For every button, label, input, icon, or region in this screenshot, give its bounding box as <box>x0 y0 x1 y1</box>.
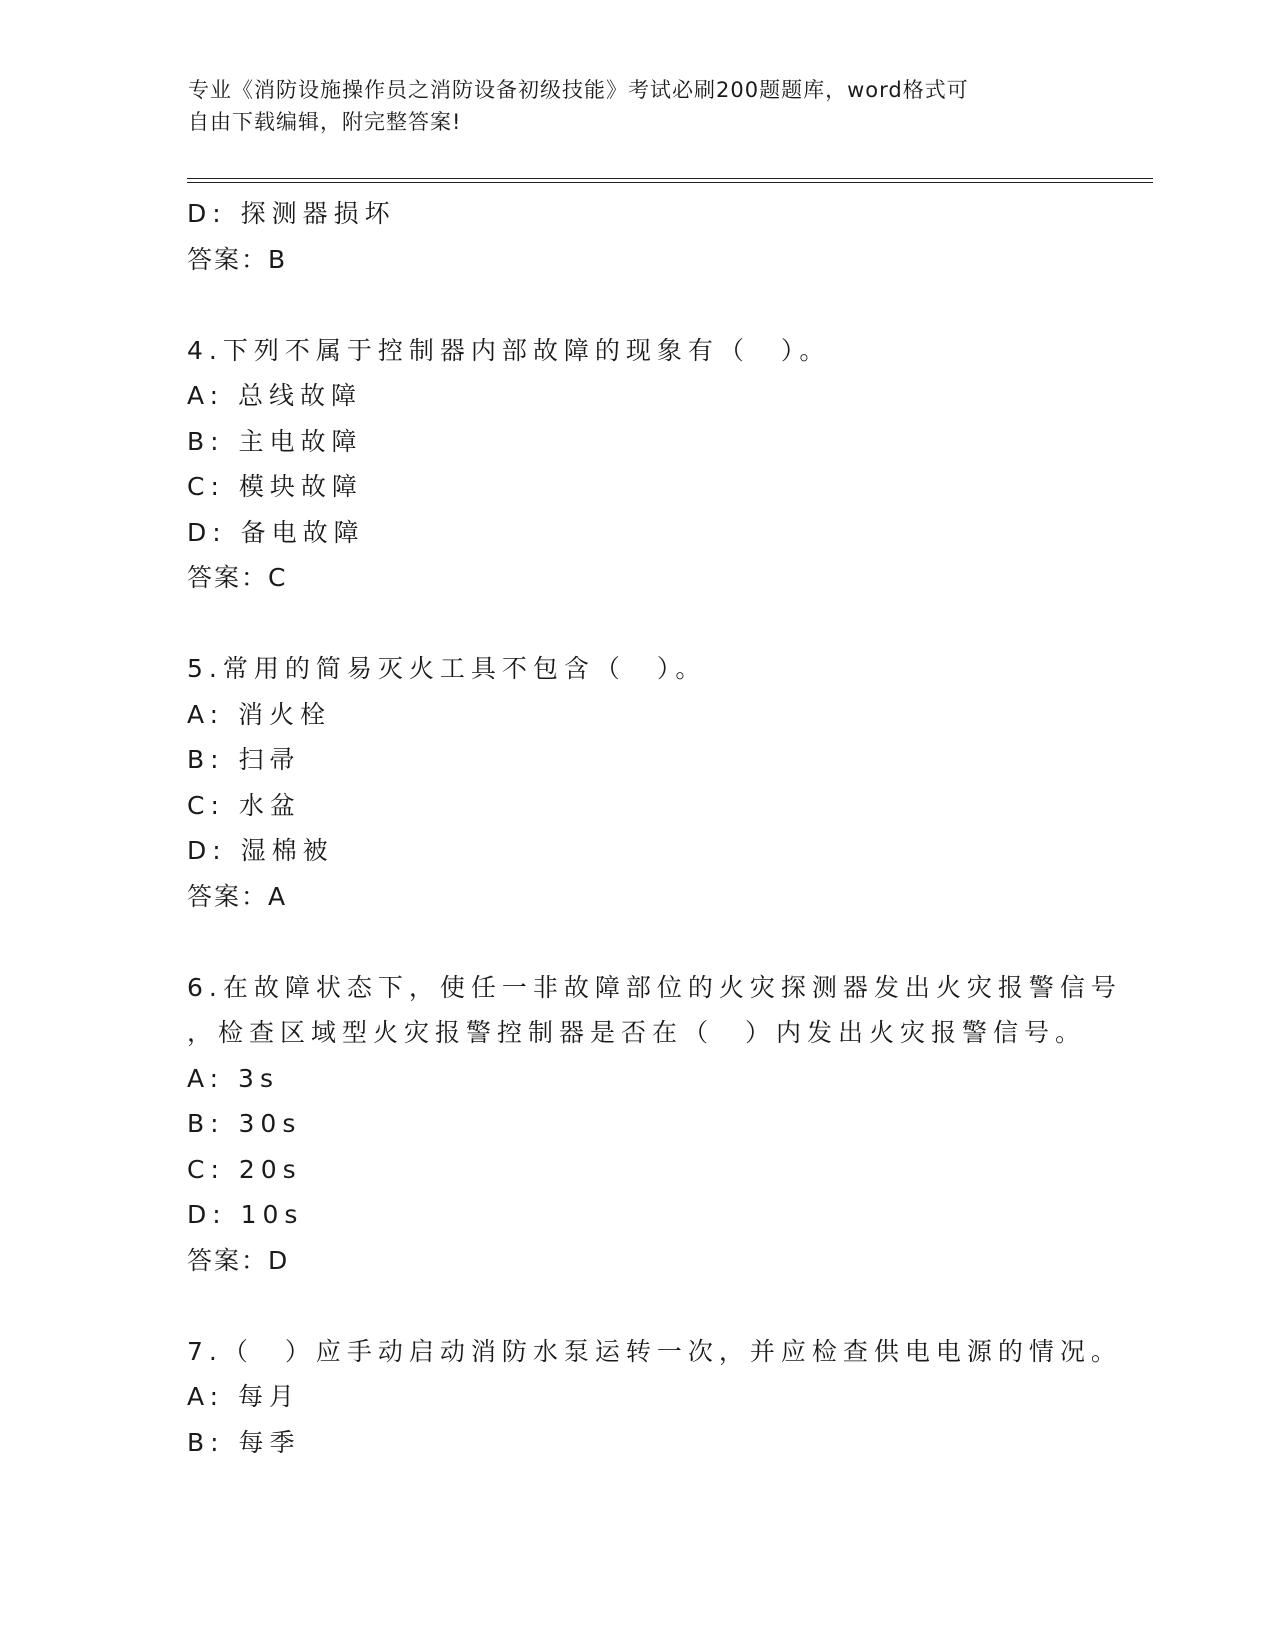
option-a: A: 3s <box>187 1063 279 1093</box>
option-b: B: 扫帚 <box>187 745 301 774</box>
answer-line: 答案：A <box>187 881 288 911</box>
option-a: A: 每月 <box>187 1382 301 1411</box>
option-c: C: 模块故障 <box>187 472 363 501</box>
spacer <box>187 919 1107 965</box>
spacer <box>187 601 1107 647</box>
question-4 <box>187 328 1107 601</box>
question-stem: 4.下列不属于控制器内部故障的现象有（ ）。 <box>187 335 831 365</box>
spacer <box>187 1283 1107 1329</box>
question-6 <box>187 965 1122 1284</box>
option-d: D: 湿棉被 <box>187 836 334 865</box>
option-a: A: 消火栓 <box>187 699 332 729</box>
page-header <box>188 74 1068 138</box>
header-divider <box>187 178 1153 183</box>
question-5 <box>187 646 1107 919</box>
question-list <box>187 191 1122 1465</box>
option-d: D: 探测器损坏 <box>187 199 396 228</box>
option-c: C: 水盆 <box>187 790 301 820</box>
option-b: B: 主电故障 <box>187 426 363 456</box>
option-c: C: 20s <box>187 1154 302 1184</box>
option-d: D: 10s <box>187 1200 304 1229</box>
question-stem: 7.（ ）应手动启动消防水泵运转一次，并应检查供电电源的情况。 <box>187 1336 1122 1366</box>
question-stem: 5.常用的简易灭火工具不包含（ ）。 <box>187 654 707 683</box>
question-stem: 6.在故障状态下，使任一非故障部位的火灾探测器发出火灾报警信号 <box>187 972 1122 1002</box>
question-7 <box>187 1329 1122 1466</box>
answer-line: 答案：C <box>187 563 288 592</box>
option-d: D: 备电故障 <box>187 517 365 547</box>
header-line-1: 专业《消防设施操作员之消防设备初级技能》考试必刷200题题库，word格式可 <box>188 78 969 102</box>
option-a: A: 总线故障 <box>187 381 363 410</box>
header-line-2: 自由下载编辑，附完整答案! <box>188 110 462 134</box>
option-b: B: 每季 <box>187 1427 301 1457</box>
question-stem-continued: ，检查区域型火灾报警控制器是否在（ ）内发出火灾报警信号。 <box>187 1018 1087 1047</box>
spacer <box>187 282 1107 328</box>
question-3-tail <box>187 191 1107 282</box>
option-b: B: 30s <box>187 1109 302 1138</box>
answer-line: 答案：D <box>187 1245 290 1275</box>
answer-line: 答案：B <box>187 244 288 274</box>
